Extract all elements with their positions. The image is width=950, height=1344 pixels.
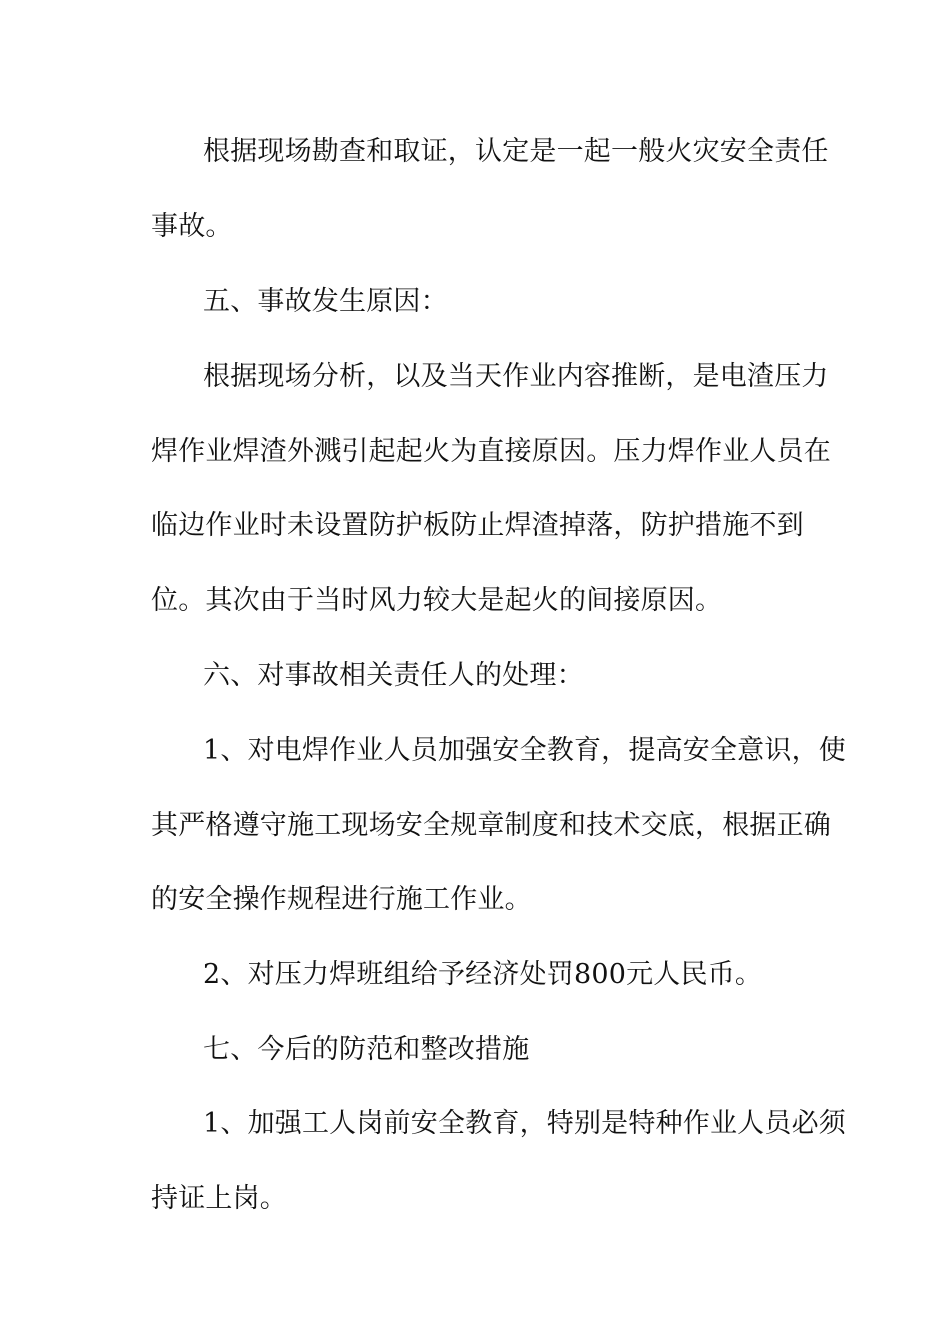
paragraph-line: 事故。 xyxy=(151,211,233,242)
section-heading: 七、今后的防范和整改措施 xyxy=(203,1034,530,1065)
section-heading: 六、对事故相关责任人的处理： xyxy=(203,660,584,691)
paragraph-line: 1、加强工人岗前安全教育，特别是特种作业人员必须 xyxy=(203,1108,846,1139)
paragraph-line: 1、对电焊作业人员加强安全教育，提高安全意识，使 xyxy=(203,735,846,766)
paragraph-line: 临边作业时未设置防护板防止焊渣掉落，防护措施不到 xyxy=(151,510,804,541)
paragraph-line: 持证上岗。 xyxy=(151,1183,287,1214)
paragraph-line: 2、对压力焊班组给予经济处罚800元人民币。 xyxy=(203,959,763,990)
paragraph-line: 根据现场分析，以及当天作业内容推断，是电渣压力 xyxy=(203,361,829,392)
paragraph-line: 焊作业焊渣外溅引起起火为直接原因。压力焊作业人员在 xyxy=(151,436,831,467)
paragraph-line: 其严格遵守施工现场安全规章制度和技术交底，根据正确 xyxy=(151,810,831,841)
section-heading: 五、事故发生原因： xyxy=(203,286,448,317)
paragraph-line: 位。其次由于当时风力较大是起火的间接原因。 xyxy=(151,585,723,616)
paragraph-line: 的安全操作规程进行施工作业。 xyxy=(151,884,532,915)
paragraph-line: 根据现场勘查和取证，认定是一起一般火灾安全责任 xyxy=(203,136,829,167)
